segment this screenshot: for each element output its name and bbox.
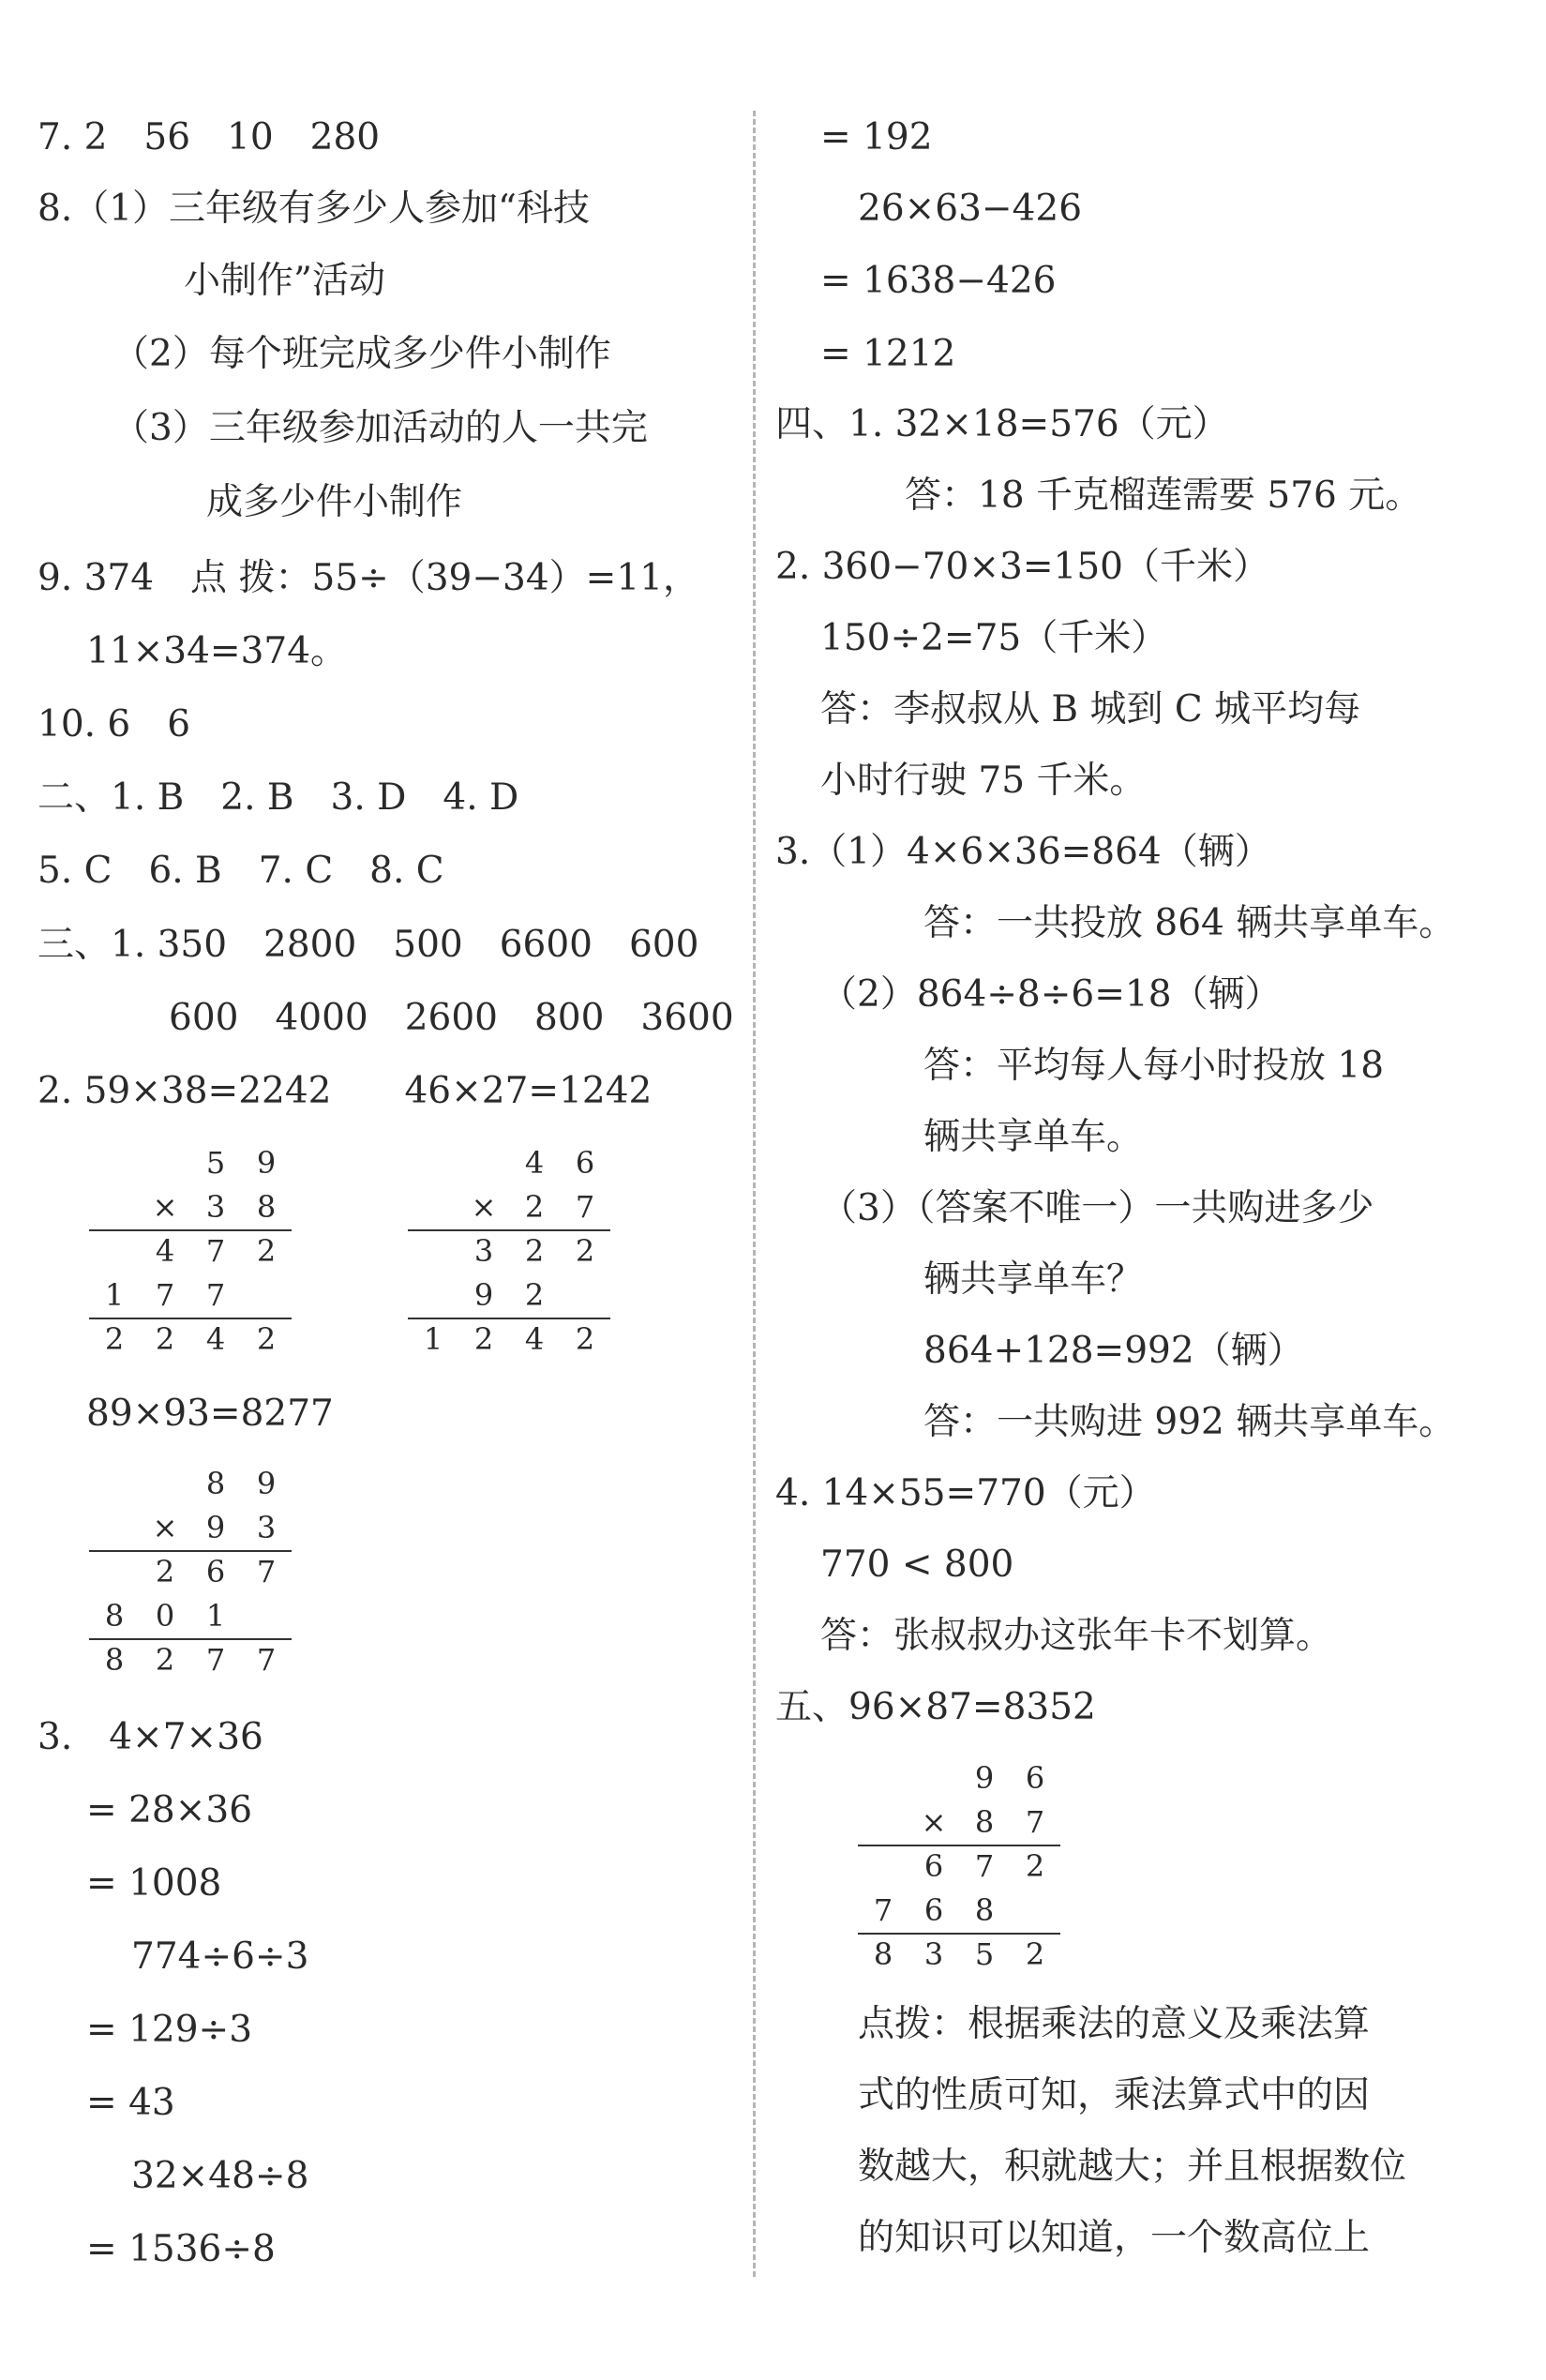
right-line: 864+128=992（辆） [923, 1330, 1304, 1372]
calc-digit: 3 [473, 1233, 494, 1269]
calc-digit: 7 [155, 1277, 175, 1313]
calc-digit: × [152, 1189, 178, 1225]
right-line: 五、96×87=8352 [775, 1686, 1096, 1728]
calc-digit: 2 [524, 1233, 545, 1269]
calc-digit: 4 [155, 1233, 175, 1269]
calc-rule [89, 1550, 292, 1552]
right-line: 的知识可以知道，一个数高位上 [858, 2217, 1371, 2259]
calc-digit: 5 [974, 1936, 995, 1972]
calc-digit: 3 [256, 1510, 277, 1545]
right-line: 26×63−426 [858, 188, 1083, 230]
right-line: 答：李叔叔从 B 城到 C 城平均每 [820, 688, 1361, 731]
right-line: 答：一共购进 992 辆共享单车。 [923, 1401, 1456, 1443]
calc-digit: 9 [974, 1760, 995, 1796]
right-line: 答：平均每人每小时投放 18 [923, 1045, 1385, 1087]
calc-digit: 7 [974, 1848, 995, 1884]
calc-digit: 9 [205, 1510, 226, 1545]
calc-digit: 6 [1025, 1760, 1045, 1796]
right-line: 答：张叔叔办这张年卡不划算。 [820, 1615, 1333, 1657]
calc-digit: 2 [473, 1321, 494, 1357]
left-line: 7. 2 56 10 280 [38, 116, 381, 158]
calc-digit: 6 [923, 1892, 944, 1928]
left-line: 二、1. B 2. B 3. D 4. D [38, 776, 519, 819]
calc-digit: 4 [524, 1321, 545, 1357]
right-line: = 1212 [820, 333, 956, 375]
left-line: 5. C 6. B 7. C 8. C [38, 850, 444, 892]
calc-rule [858, 1933, 1060, 1935]
calc-digit: 4 [205, 1321, 226, 1357]
right-line: 数越大，积就越大；并且根据数位 [858, 2146, 1407, 2188]
calc-digit: 7 [1025, 1804, 1045, 1840]
calc-digit: 2 [1025, 1848, 1045, 1884]
right-line: 答：18 千克榴莲需要 576 元。 [905, 474, 1422, 517]
right-line: 辆共享单车。 [923, 1116, 1144, 1158]
right-line: 2. 360−70×3=150（千米） [775, 546, 1269, 588]
calc-digit: 1 [104, 1277, 125, 1313]
calc-digit: 6 [923, 1848, 944, 1884]
left-column [0, 0, 750, 2380]
calc-digit: 9 [256, 1145, 277, 1181]
left-line: 9. 374 点 拨：55÷（39−34）=11， [38, 557, 699, 599]
calc-digit: 0 [155, 1598, 175, 1634]
calc-digit: 7 [575, 1189, 595, 1225]
calc-digit: 8 [873, 1936, 893, 1972]
calc-digit: 2 [155, 1321, 175, 1357]
left-line: 89×93=8277 [86, 1393, 334, 1435]
calc-rule [408, 1229, 610, 1231]
calc-digit: 6 [575, 1145, 595, 1181]
right-line: 四、1. 32×18=576（元） [775, 403, 1229, 445]
calc-digit: 2 [256, 1233, 277, 1269]
calc-digit: 8 [205, 1466, 226, 1501]
calc-digit: 2 [256, 1321, 277, 1357]
left-line: 8.（1）三年级有多少人参加“科技 [38, 188, 590, 230]
right-line: 150÷2=75（千米） [820, 617, 1168, 659]
left-line: = 1536÷8 [86, 2228, 276, 2270]
calc-digit: 2 [1025, 1936, 1045, 1972]
calc-digit: 7 [205, 1642, 226, 1678]
calc-digit: 4 [524, 1145, 545, 1181]
calc-digit: 8 [974, 1892, 995, 1928]
right-line: （3）（答案不唯一）一共购进多少 [820, 1187, 1374, 1229]
calc-digit: 8 [104, 1598, 125, 1634]
calc-rule [89, 1638, 292, 1640]
calc-digit: 7 [873, 1892, 893, 1928]
calc-rule [858, 1845, 1060, 1846]
right-line: 答：一共投放 864 辆共享单车。 [923, 902, 1456, 944]
calc-digit: 9 [473, 1277, 494, 1313]
calc-digit: 5 [205, 1145, 226, 1181]
left-line: = 28×36 [86, 1789, 253, 1831]
left-line: （2）每个班完成多少件小制作 [113, 333, 611, 375]
calc-digit: 2 [524, 1277, 545, 1313]
calc-digit: 9 [256, 1466, 277, 1501]
left-line: = 129÷3 [86, 2009, 253, 2051]
right-column [755, 0, 1546, 2380]
calc-digit: 1 [205, 1598, 226, 1634]
calc-digit: 7 [256, 1642, 277, 1678]
calc-digit: × [921, 1804, 947, 1840]
calc-digit: 1 [423, 1321, 443, 1357]
calc-digit: 2 [575, 1233, 595, 1269]
left-line: 成多少件小制作 [206, 481, 463, 523]
left-line: 三、1. 350 2800 500 6600 600 [38, 924, 699, 966]
calc-rule [408, 1318, 610, 1319]
calc-digit: 3 [205, 1189, 226, 1225]
left-line: 10. 6 6 [38, 703, 191, 746]
left-line: （3）三年级参加活动的人一共完 [113, 407, 648, 449]
calc-digit: 7 [205, 1233, 226, 1269]
calc-digit: 7 [205, 1277, 226, 1313]
right-line: 式的性质可知，乘法算式中的因 [858, 2074, 1371, 2116]
calc-digit: 2 [104, 1321, 125, 1357]
calc-rule [89, 1318, 292, 1319]
left-line: 32×48÷8 [131, 2155, 309, 2197]
calc-rule [89, 1229, 292, 1231]
right-line: 770 < 800 [820, 1544, 1014, 1586]
left-line: 3. 4×7×36 [38, 1716, 263, 1758]
left-line: 2. 59×38=2242 46×27=1242 [38, 1070, 653, 1112]
right-line: 4. 14×55=770（元） [775, 1472, 1156, 1514]
calc-digit: 8 [256, 1189, 277, 1225]
calc-digit: 8 [104, 1642, 125, 1678]
calc-digit: × [152, 1510, 178, 1545]
left-line: = 1008 [86, 1862, 222, 1905]
calc-digit: 2 [155, 1642, 175, 1678]
left-line: 小制作”活动 [184, 260, 385, 302]
calc-digit: 2 [524, 1189, 545, 1225]
left-line: 600 4000 2600 800 3600 [169, 997, 734, 1039]
right-line: = 192 [820, 116, 933, 158]
calc-digit: 7 [256, 1554, 277, 1589]
calc-digit: × [471, 1189, 497, 1225]
calc-digit: 8 [974, 1804, 995, 1840]
calc-digit: 2 [155, 1554, 175, 1589]
calc-digit: 2 [575, 1321, 595, 1357]
right-line: 点拨：根据乘法的意义及乘法算 [858, 2003, 1371, 2045]
left-line: 11×34=374。 [86, 630, 348, 672]
calc-digit: 6 [205, 1554, 226, 1589]
right-line: 小时行驶 75 千米。 [820, 760, 1147, 802]
right-line: 3.（1）4×6×36=864（辆） [775, 831, 1271, 873]
right-line: = 1638−426 [820, 260, 1057, 302]
left-line: = 43 [86, 2082, 175, 2124]
right-line: 辆共享单车？ [923, 1258, 1144, 1301]
calc-digit: 3 [923, 1936, 944, 1972]
left-line: 774÷6÷3 [131, 1936, 309, 1978]
right-line: （2）864÷8÷6=18（辆） [820, 973, 1282, 1016]
